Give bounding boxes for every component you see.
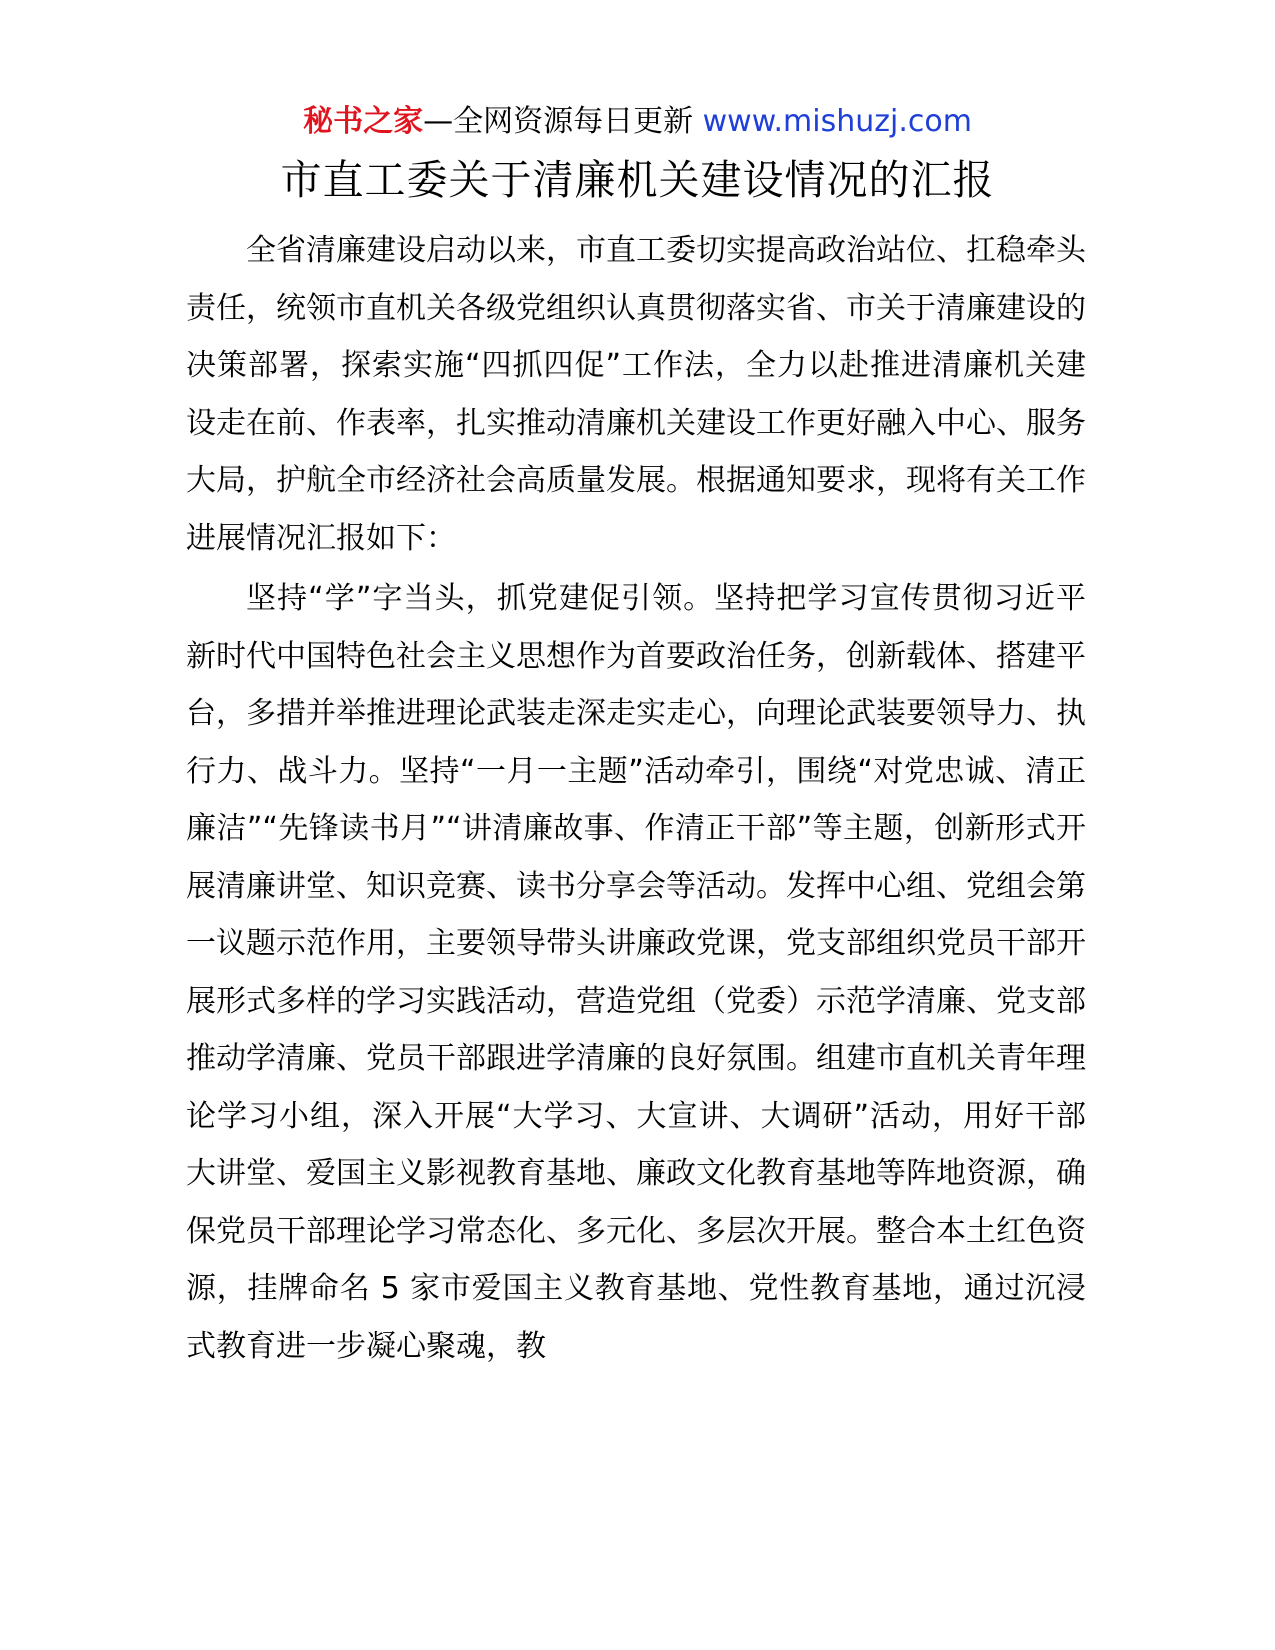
brand-name: 秘书之家 <box>303 104 424 139</box>
site-header <box>0 100 1275 144</box>
body-paragraph-study: 坚持“学”字当头，抓党建促引领。坚持把学习宣传贯彻习近平新时代中国特色社会主义思想作为首要政治任务，创新载体、搭建平台，多措并举推进理论武装走深走实走心，向理论武装要领导力、执行力、战斗力。坚持“一月一主题”活动牵引，围绕“对党忠诚、清正廉洁”“先锋读书月”“讲清廉故事、作清正干部”等主题，创新形式开展清廉讲堂、知识竞赛、读书分享会等活动。发挥中心组、党组会第一议题示范作用，主要领导带头讲廉政党课，党支部组织党员干部开展形式多样的学习实践活动，营造党组（党委）示范学清廉、党支部推动学清廉、党员干部跟进学清廉的良好氛围。组建市直机关青年理论学习小组，深入开展“大学习、大宣讲、大调研”活动，用好干部大讲堂、爱国主义影视教育基地、廉政文化教育基地等阵地资源，确保党员干部理论学习常态化、多元化、多层次开展。整合本土红色资源，挂牌命名 5 家市爱国主义教育基地、党性教育基地，通过沉浸式教育进一步凝心聚魂，教 <box>186 581 1086 1364</box>
body-paragraph-intro: 全省清廉建设启动以来，市直工委切实提高政治站位、扛稳牵头责任，统领市直机关各级党组织认真贯彻落实省、市关于清廉建设的决策部署，探索实施“四抓四促”工作法，全力以赴推进清廉机关建设走在前、作表率，扎实推动清廉机关建设工作更好融入中心、服务大局，护航全市经济社会高质量发展。根据通知要求，现将有关工作进展情况汇报如下： <box>186 233 1086 556</box>
document-title: 市直工委关于清廉机关建设情况的汇报 <box>280 156 995 204</box>
document-body <box>186 222 1086 1378</box>
header-tagline: —全网资源每日更新 <box>423 104 703 139</box>
site-url-link[interactable]: www.mishuzj.com <box>702 104 972 139</box>
